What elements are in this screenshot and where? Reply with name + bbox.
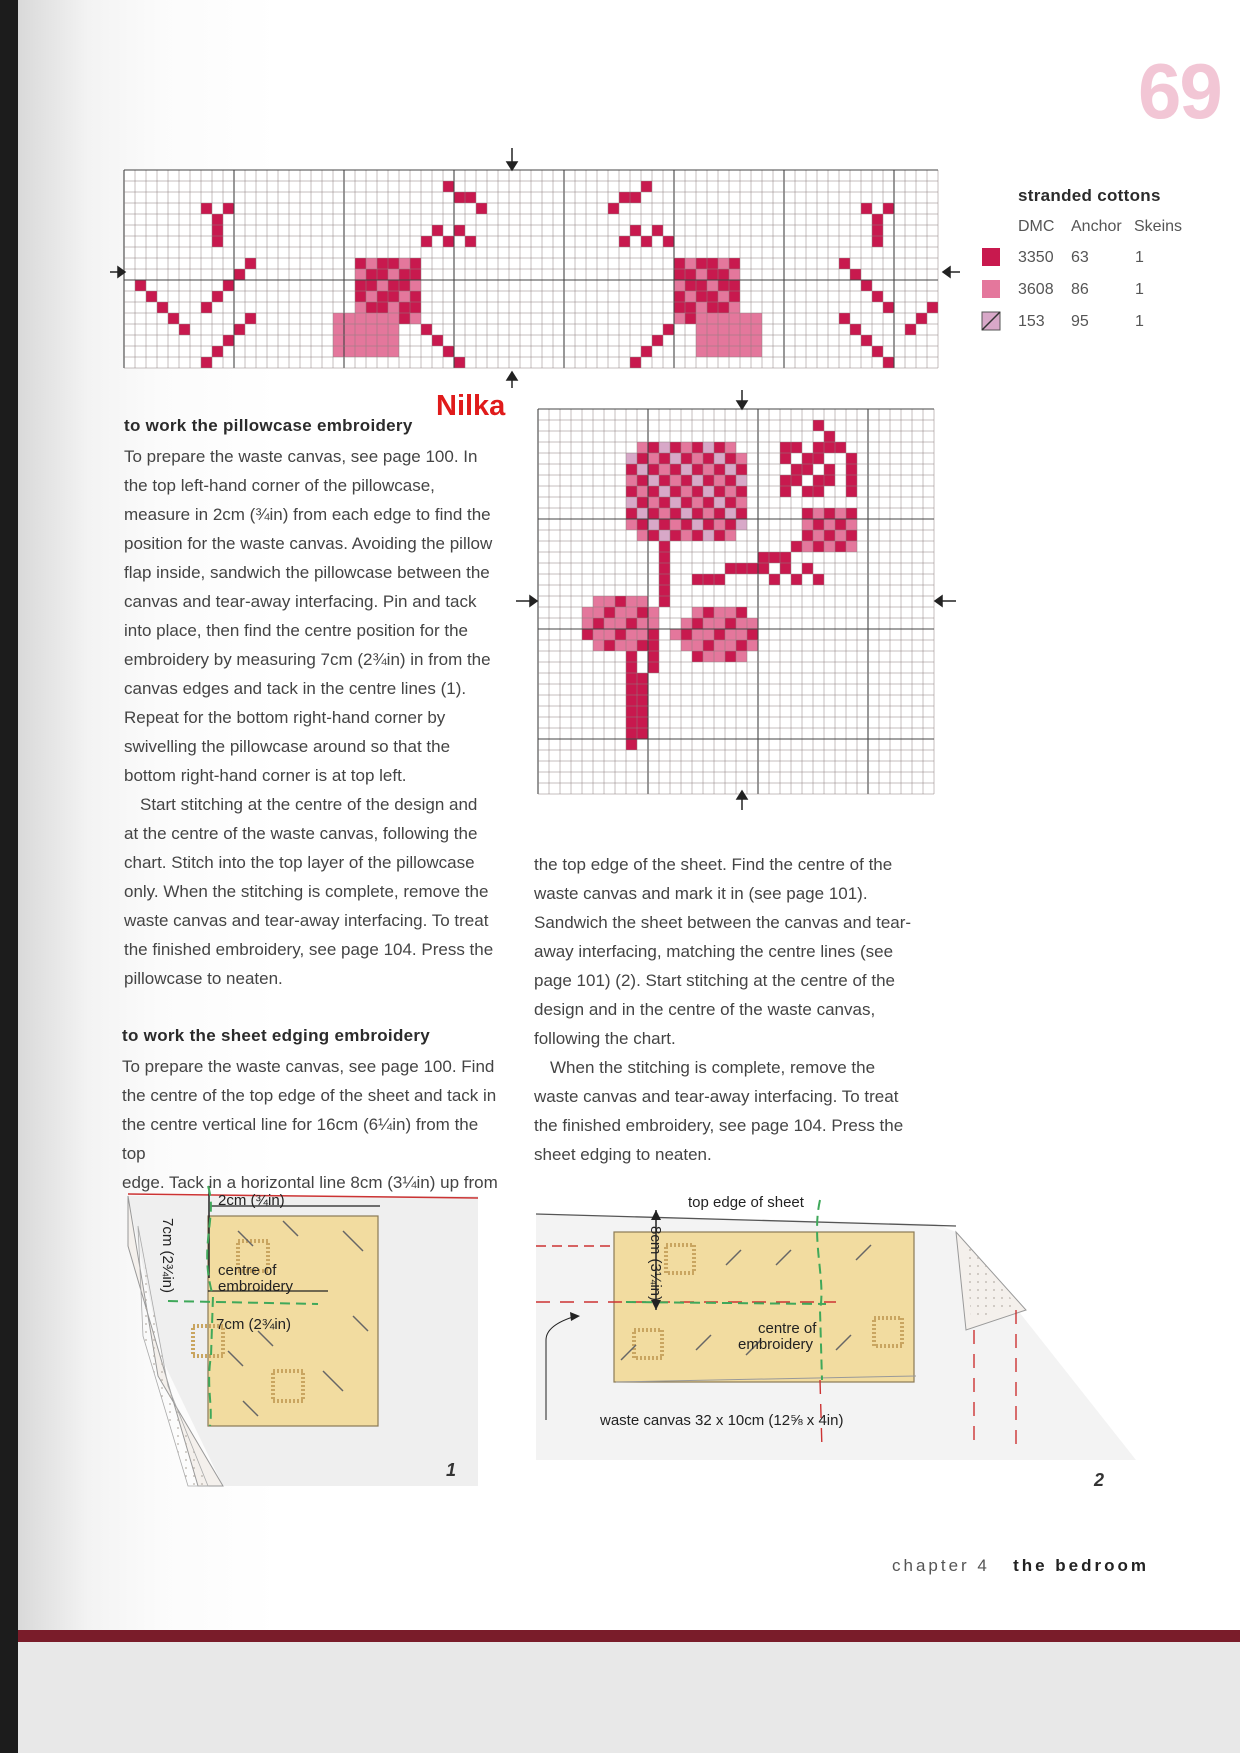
text-line: swivelling the pillowcase around so that the bbox=[124, 737, 451, 756]
text-line: pillowcase to neaten. bbox=[124, 969, 283, 988]
text-line: When the stitching is complete, remove the bbox=[550, 1058, 876, 1077]
text-line: waste canvas and mark it in (see page 101). bbox=[534, 884, 868, 903]
text-line: sheet edging to neaten. bbox=[534, 1145, 712, 1164]
running-footer bbox=[892, 1556, 1149, 1576]
figure-1-label-centre-2: embroidery bbox=[218, 1278, 294, 1295]
sheet-paragraph-1 bbox=[122, 1052, 502, 1197]
text-line: Repeat for the bottom right-hand corner by bbox=[124, 708, 446, 727]
footer-title: the bedroom bbox=[1013, 1556, 1150, 1575]
figure-2-label-top: top edge of sheet bbox=[688, 1194, 804, 1211]
pillowcase-paragraph-2 bbox=[124, 790, 504, 993]
figure-2-number: 2 bbox=[1094, 1470, 1105, 1490]
key-dmc: 3608 bbox=[1018, 281, 1054, 298]
text-line: edge. Tack in a horizontal line 8cm (3¼in) up from bbox=[122, 1173, 498, 1192]
figure-1-label-centre: centre of bbox=[218, 1262, 277, 1279]
text-line: position for the waste canvas. Avoiding the pillow bbox=[124, 534, 493, 553]
text-line: Start stitching at the centre of the design and bbox=[140, 795, 478, 814]
figure-2-label-centre-2: embroidery bbox=[738, 1336, 814, 1353]
text-line: measure in 2cm (¾in) from each edge to find the bbox=[124, 505, 491, 524]
text-line: canvas edges and tack in the centre lines (1). bbox=[124, 679, 467, 698]
sheet-heading: to work the sheet edging embroidery bbox=[122, 1026, 431, 1045]
key-anchor: 86 bbox=[1071, 281, 1089, 298]
sheet-paragraph-2 bbox=[534, 1053, 954, 1169]
text-line: the finished embroidery, see page 104. Press the bbox=[534, 1116, 904, 1135]
page-number: 69 bbox=[1138, 47, 1221, 135]
text-line: following the chart. bbox=[534, 1029, 676, 1048]
text-line: the top left-hand corner of the pillowcase, bbox=[124, 476, 435, 495]
key-header-skeins: Skeins bbox=[1134, 218, 1183, 235]
book-cover-edge bbox=[18, 1630, 1240, 1642]
rose-chart-arrows bbox=[516, 390, 956, 810]
text-line: the centre vertical line for 16cm (6¼in) from the top bbox=[122, 1115, 479, 1163]
figure-2-label-canvas: waste canvas 32 x 10cm (12⅝ x 4in) bbox=[600, 1412, 844, 1429]
text-line: To prepare the waste canvas, see page 100. In bbox=[124, 447, 478, 466]
text-line: into place, then find the centre position for the bbox=[124, 621, 469, 640]
text-line: the centre of the top edge of the sheet and tack in bbox=[122, 1086, 497, 1105]
swatch-3608 bbox=[982, 280, 1000, 298]
text-line: canvas and tear-away interfacing. Pin and tack bbox=[124, 592, 477, 611]
text-line: waste canvas and tear-away interfacing. To treat bbox=[534, 1087, 899, 1106]
key-header-anchor: Anchor bbox=[1071, 218, 1122, 235]
text-line: page 101) (2). Start stitching at the centre of the bbox=[534, 971, 895, 990]
figure-2-label-centre: centre of bbox=[758, 1320, 817, 1337]
footer-chapter: chapter 4 bbox=[892, 1556, 990, 1575]
text-line: only. When the stitching is complete, remove the bbox=[124, 882, 489, 901]
key-dmc: 3350 bbox=[1018, 249, 1054, 266]
text-line: the top edge of the sheet. Find the centre of the bbox=[534, 855, 893, 874]
figure-1-label-side: 7cm (2¾in) bbox=[159, 1218, 176, 1294]
figure-1-label-bottom: 7cm (2¾in) bbox=[216, 1316, 292, 1333]
figure-1-label-top: 2cm (¾in) bbox=[218, 1192, 285, 1209]
swatch-3350 bbox=[982, 248, 1000, 266]
watermark: Nilka bbox=[436, 390, 506, 422]
text-line: waste canvas and tear-away interfacing. To treat bbox=[124, 911, 489, 930]
text-line: design and in the centre of the waste canvas, bbox=[534, 1000, 876, 1019]
figure-2-illustration bbox=[536, 1200, 1156, 1470]
figure-1-number: 1 bbox=[446, 1460, 457, 1480]
text-line: bottom right-hand corner is at top left. bbox=[124, 766, 407, 785]
pillowcase-paragraph-1 bbox=[124, 442, 504, 790]
key-skeins: 1 bbox=[1135, 249, 1144, 266]
scan-background bbox=[18, 1642, 1240, 1753]
text-line: the finished embroidery, see page 104. Press the bbox=[124, 940, 494, 959]
swatch-153 bbox=[982, 312, 1000, 330]
border-chart-arrows bbox=[110, 148, 960, 388]
figure-1-illustration bbox=[128, 1186, 488, 1486]
key-anchor: 95 bbox=[1071, 313, 1089, 330]
text-line: Sandwich the sheet between the canvas and tear- bbox=[534, 913, 912, 932]
text-line: To prepare the waste canvas, see page 100. Find bbox=[122, 1057, 495, 1076]
key-header-dmc: DMC bbox=[1018, 218, 1055, 235]
sheet-paragraph-1-continued bbox=[534, 850, 954, 1053]
key-anchor: 63 bbox=[1071, 249, 1089, 266]
figure-2-label-side: 8cm (3¼in) bbox=[647, 1226, 664, 1302]
key-dmc: 153 bbox=[1018, 313, 1045, 330]
text-line: chart. Stitch into the top layer of the pillowcase bbox=[124, 853, 475, 872]
text-line: away interfacing, matching the centre lines (see bbox=[534, 942, 894, 961]
text-line: flap inside, sandwich the pillowcase between the bbox=[124, 563, 490, 582]
text-line: embroidery by measuring 7cm (2¾in) in from the bbox=[124, 650, 491, 669]
pillowcase-heading: to work the pillowcase embroidery bbox=[124, 416, 413, 435]
text-line: at the centre of the waste canvas, following the bbox=[124, 824, 478, 843]
key-title: stranded cottons bbox=[1018, 186, 1161, 205]
key-skeins: 1 bbox=[1135, 281, 1144, 298]
key-skeins: 1 bbox=[1135, 313, 1144, 330]
